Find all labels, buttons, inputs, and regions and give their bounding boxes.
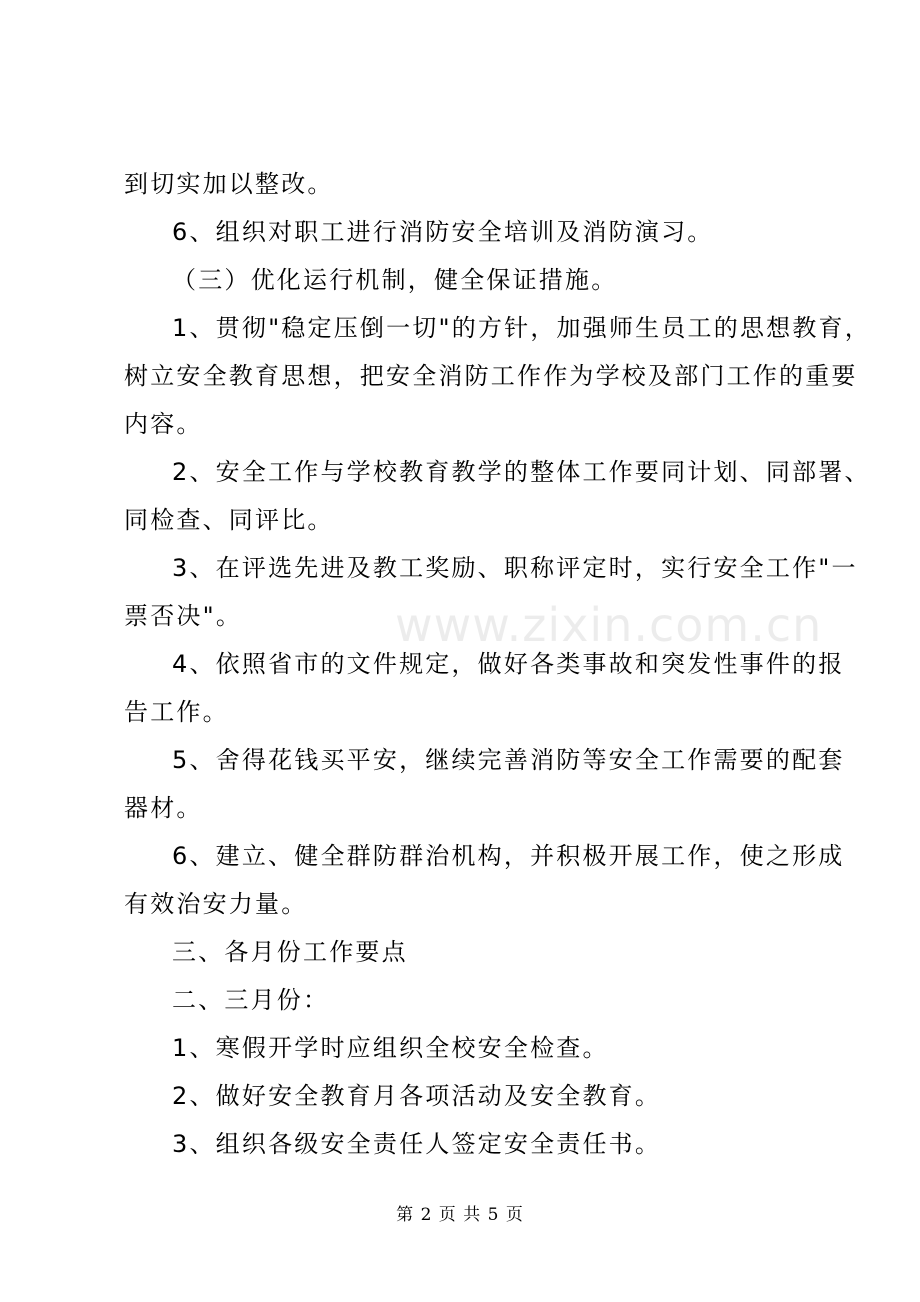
text-line: 3、在评选先进及教工奖励、职称评定时，实行安全工作"一 xyxy=(172,554,858,582)
text-line: 有效治安力量。 xyxy=(124,890,308,918)
page-footer: 第 2 页 共 5 页 xyxy=(396,1205,524,1225)
subsection-heading: 二、三月份： xyxy=(172,986,330,1014)
text-line: 到切实加以整改。 xyxy=(124,170,334,198)
text-line: 4、依照省市的文件规定，做好各类事故和突发性事件的报 xyxy=(172,650,845,678)
text-line: 5、舍得花钱买平安，继续完善消防等安全工作需要的配套 xyxy=(172,746,845,774)
text-line: 3、组织各级安全责任人签定安全责任书。 xyxy=(172,1130,662,1158)
watermark: www.zixin.com.cn xyxy=(395,598,823,652)
text-line: 内容。 xyxy=(124,410,203,438)
text-line: 6、组织对职工进行消防安全培训及消防演习。 xyxy=(172,218,714,246)
text-line: 树立安全教育思想，把安全消防工作作为学校及部门工作的重要 xyxy=(124,362,858,390)
text-line: 1、贯彻"稳定压倒一切"的方针，加强师生员工的思想教育， xyxy=(172,314,871,342)
section-heading: 三、各月份工作要点 xyxy=(172,938,408,966)
text-line: 2、安全工作与学校教育教学的整体工作要同计划、同部署、 xyxy=(172,458,871,486)
text-line: 器材。 xyxy=(124,794,203,822)
text-line: 同检查、同评比。 xyxy=(124,506,334,534)
section-heading: （三）优化运行机制，健全保证措施。 xyxy=(172,266,618,294)
text-line: 6、建立、健全群防群治机构，并积极开展工作，使之形成 xyxy=(172,842,845,870)
text-line: 告工作。 xyxy=(124,698,229,726)
document-body xyxy=(124,160,871,1168)
text-line: 2、做好安全教育月各项活动及安全教育。 xyxy=(172,1082,662,1110)
text-line: 票否决"。 xyxy=(124,602,243,630)
text-line: 1、寒假开学时应组织全校安全检查。 xyxy=(172,1034,609,1062)
